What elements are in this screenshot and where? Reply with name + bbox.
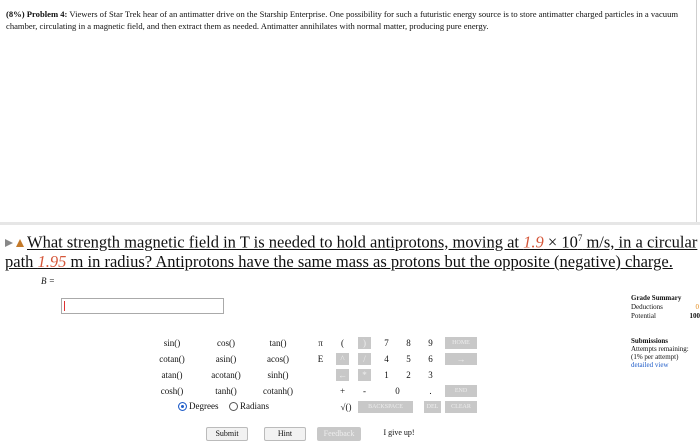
- arrow-icon: [5, 232, 13, 240]
- open-paren-button[interactable]: (: [341, 338, 344, 348]
- grade-summary-title: Grade Summary: [631, 294, 682, 302]
- section-divider: [0, 222, 700, 225]
- decimal-button[interactable]: .: [429, 386, 432, 396]
- submissions-panel: [631, 337, 700, 369]
- digit-9-button[interactable]: 9: [428, 338, 433, 348]
- degrees-radio[interactable]: Degrees: [178, 401, 218, 411]
- digit-0-button[interactable]: 0: [395, 386, 400, 396]
- feedback-button[interactable]: Feedback: [317, 427, 361, 441]
- acotan-button[interactable]: acotan(): [211, 370, 241, 380]
- cosh-button[interactable]: cosh(): [160, 386, 184, 396]
- clear-button[interactable]: CLEAR: [445, 401, 477, 413]
- home-button[interactable]: HOME: [445, 337, 477, 349]
- digit-4-button[interactable]: 4: [384, 354, 389, 364]
- speed-value: 1.9: [523, 232, 544, 252]
- radio-selected-icon: [178, 402, 187, 411]
- answer-label: B =: [41, 276, 55, 286]
- cotanh-button[interactable]: cotanh(): [263, 386, 293, 396]
- end-button[interactable]: END: [445, 385, 477, 397]
- grade-summary: Grade Summary Deductions 0 Potential 100: [631, 294, 700, 320]
- cotan-button[interactable]: cotan(): [159, 354, 185, 364]
- digit-3-button[interactable]: 3: [428, 370, 433, 380]
- potential-value: 100: [689, 312, 700, 320]
- digit-8-button[interactable]: 8: [406, 338, 411, 348]
- tan-button[interactable]: tan(): [269, 338, 287, 348]
- e-button[interactable]: E: [317, 354, 324, 364]
- del-button[interactable]: DEL: [424, 401, 441, 413]
- divide-button[interactable]: /: [358, 353, 371, 365]
- digit-7-button[interactable]: 7: [384, 338, 389, 348]
- plus-button[interactable]: +: [339, 386, 346, 396]
- problem-text: Viewers of Star Trek hear of an antimatter drive on the Starship Enterprise. One possibility for such a futuristic energy source is to store antimatter charged particles in a vacuum chamber, circulating in a magnetic field, and then extract them as needed. Antimatter annihilates with normal matter, producing pure energy.: [6, 9, 679, 32]
- question-text: What strength magnetic field in T is needed to hold antiprotons, moving at $1.9 \times 10^7$ m/s, in a circular path 1.95 m in radius? Antiprotons have the same mass as protons but the opposite (negative) charge.: [5, 232, 698, 271]
- deductions-value: 0: [695, 303, 699, 311]
- sinh-button[interactable]: sinh(): [267, 370, 289, 380]
- detailed-view-link[interactable]: detailed view: [631, 361, 669, 369]
- submissions-title: Submissions: [631, 337, 668, 345]
- attempts-remaining: Attempts remaining:: [631, 345, 689, 353]
- text-cursor: [64, 301, 65, 311]
- pi-button[interactable]: π: [318, 338, 323, 348]
- asin-button[interactable]: asin(): [215, 354, 237, 364]
- sin-button[interactable]: sin(): [163, 338, 181, 348]
- minus-button[interactable]: -: [363, 386, 366, 396]
- acos-button[interactable]: acos(): [267, 354, 289, 364]
- radius-value: 1.95: [37, 251, 67, 271]
- warning-icon: [16, 239, 24, 247]
- multiply-button[interactable]: *: [358, 369, 371, 381]
- radio-unselected-icon: [229, 402, 238, 411]
- submit-button[interactable]: Submit: [206, 427, 248, 441]
- problem-panel: [0, 0, 697, 223]
- atan-button[interactable]: atan(): [161, 370, 183, 380]
- right-arrow-button[interactable]: →: [445, 353, 477, 365]
- problem-statement: [6, 8, 690, 33]
- answer-input[interactable]: [61, 298, 224, 314]
- radians-radio[interactable]: Radians: [229, 401, 269, 411]
- digit-6-button[interactable]: 6: [428, 354, 433, 364]
- problem-heading: (8%) Problem 4:: [6, 9, 68, 19]
- digit-2-button[interactable]: 2: [406, 370, 411, 380]
- digit-1-button[interactable]: 1: [384, 370, 389, 380]
- per-attempt-note: (1% per attempt): [631, 353, 679, 361]
- give-up-button[interactable]: I give up!: [383, 428, 415, 437]
- cos-button[interactable]: cos(): [217, 338, 235, 348]
- tanh-button[interactable]: tanh(): [215, 386, 237, 396]
- left-arrow-button[interactable]: ←: [338, 370, 347, 380]
- sqrt-button[interactable]: √(): [340, 402, 352, 412]
- backspace-button[interactable]: BACKSPACE: [358, 401, 413, 413]
- digit-5-button[interactable]: 5: [406, 354, 411, 364]
- close-paren-button[interactable]: ): [358, 337, 371, 349]
- power-button[interactable]: ^: [336, 353, 349, 365]
- hint-button[interactable]: Hint: [264, 427, 306, 441]
